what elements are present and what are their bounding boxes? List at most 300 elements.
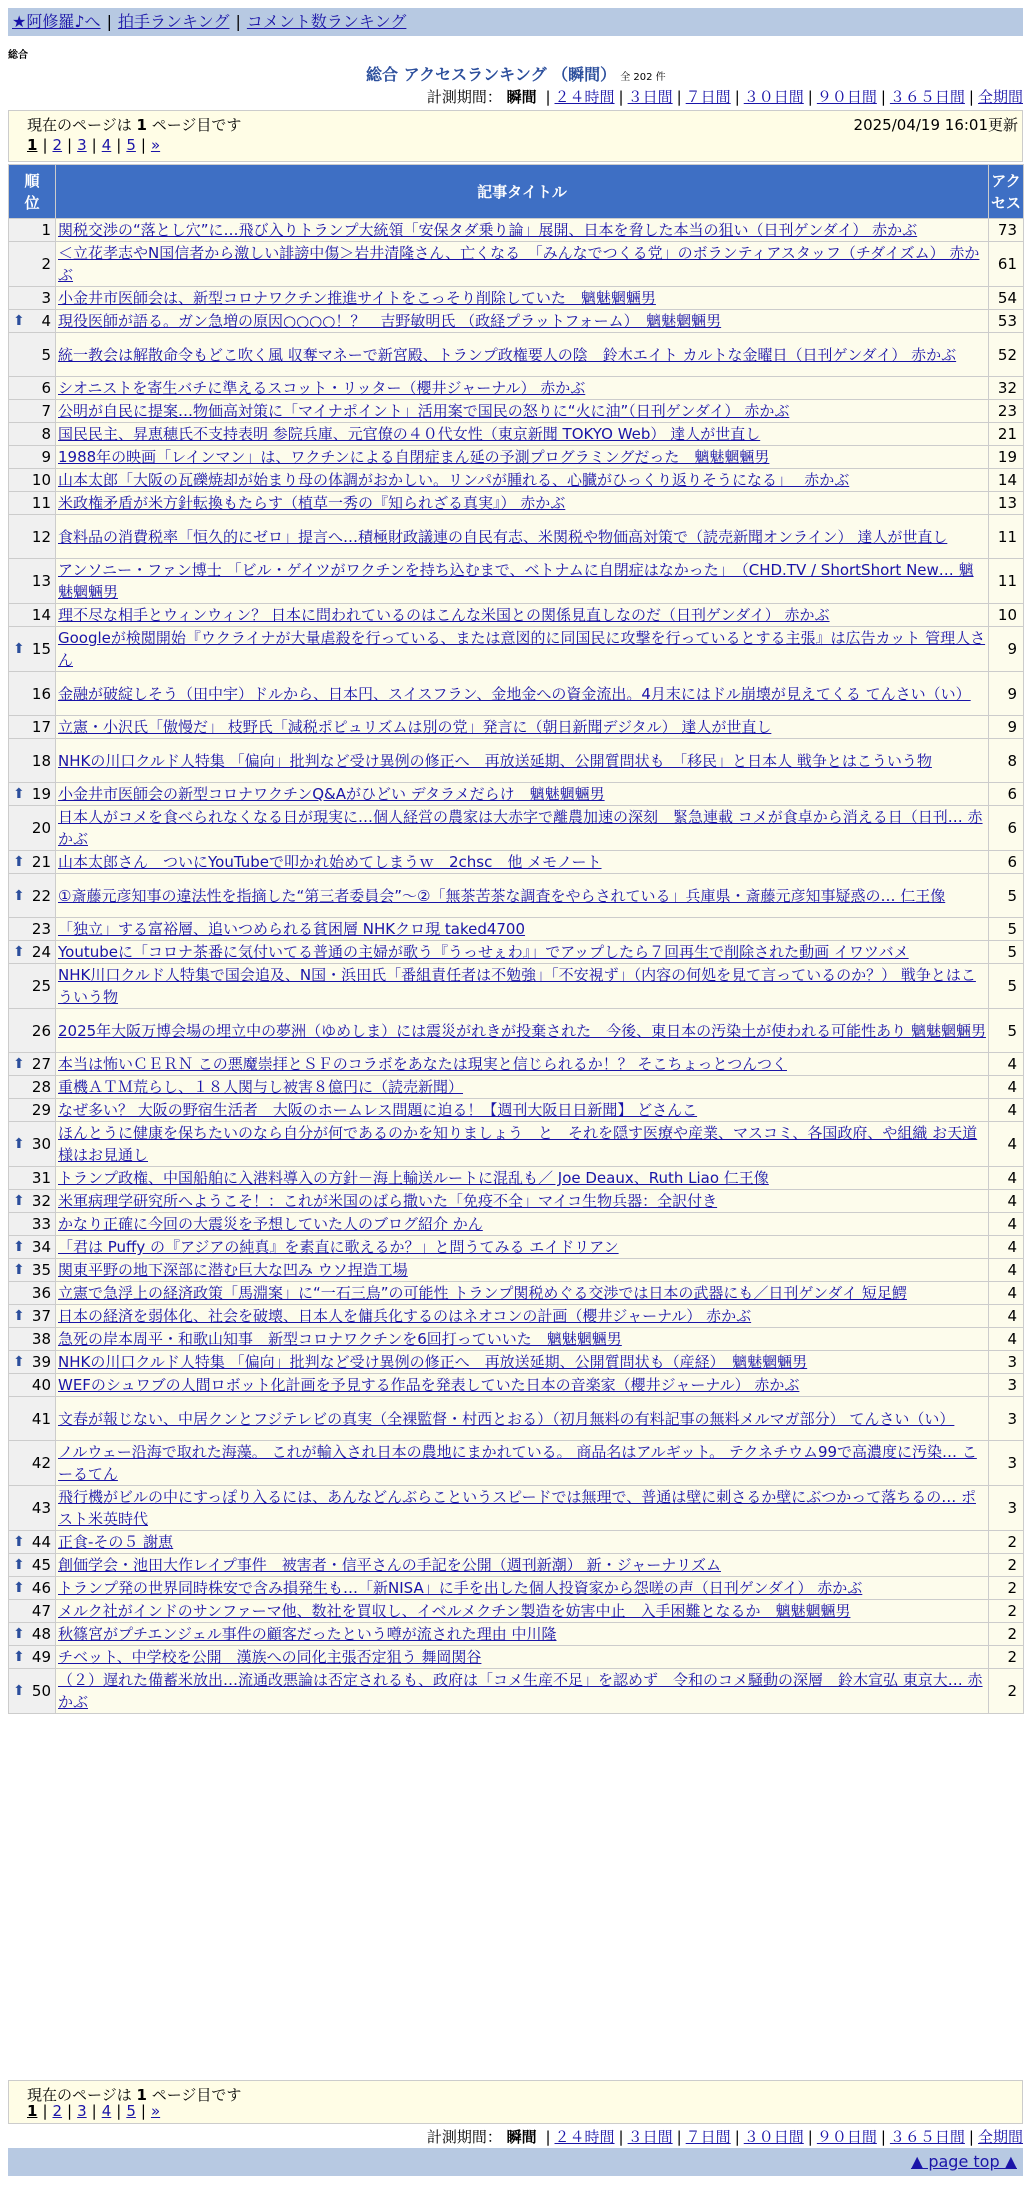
- rank-up-arrow-icon: ⬆: [13, 1239, 25, 1255]
- table-row: [9, 783, 1024, 806]
- access-count: 61: [989, 242, 1024, 287]
- period-label: 計測期間：: [426, 88, 502, 106]
- period-option-link[interactable]: ３６５日間: [889, 2128, 965, 2146]
- table-row: [9, 1374, 1024, 1397]
- rank-number: 30: [31, 1135, 51, 1153]
- rank-number: 43: [31, 1499, 51, 1517]
- rank-number: 37: [31, 1307, 51, 1325]
- article-link[interactable]: 本当は怖いＣＥＲＮ この悪魔崇拝とＳＦのコラボをあなたは現実と信じられるか！？ そこちょっとつんつく: [58, 1055, 787, 1073]
- rank-number: 1: [41, 221, 51, 239]
- title-cell: [56, 1441, 989, 1486]
- period-option-link[interactable]: ２４時間: [554, 2128, 615, 2146]
- period-option-link[interactable]: ３０日間: [743, 2128, 804, 2146]
- rank-cell: [9, 1328, 56, 1351]
- current-page-text: [27, 114, 241, 135]
- title-cell: [56, 1351, 989, 1374]
- table-row: [9, 333, 1024, 377]
- rank-number: 35: [31, 1261, 51, 1279]
- rank-up-arrow-icon: ⬆: [13, 641, 25, 657]
- access-count: 6: [989, 806, 1024, 851]
- rank-cell: [9, 1397, 56, 1441]
- title-cell: [56, 469, 989, 492]
- pager-top: [8, 110, 1023, 162]
- access-count: 53: [989, 310, 1024, 333]
- current-page-prefix: 現在のページは: [27, 2086, 137, 2104]
- title-cell: [56, 1646, 989, 1669]
- table-row: [9, 1053, 1024, 1076]
- article-link[interactable]: 1988年の映画「レインマン」は、ワクチンによる自閉症まん延の予測プログラミングだった 魑魅魍魎男: [58, 448, 770, 466]
- article-link[interactable]: チベット、中学校を公開 漢族への同化主張否定狙う 舞岡関谷: [58, 1648, 482, 1666]
- period-option-link[interactable]: ７日間: [685, 2128, 731, 2146]
- title-cell: [56, 1009, 989, 1053]
- rank-up-arrow-icon: ⬆: [13, 1649, 25, 1665]
- table-row: [9, 1282, 1024, 1305]
- article-link[interactable]: 創価学会・池田大作レイプ事件 被害者・信平さんの手記を公開（週刊新潮） 新・ジャーナリズム: [58, 1556, 721, 1574]
- rank-cell: [9, 874, 56, 918]
- title-cell: [56, 851, 989, 874]
- title-cell: [56, 1236, 989, 1259]
- rank-cell: [9, 672, 56, 716]
- access-count: 4: [989, 1076, 1024, 1099]
- rank-up-arrow-icon: ⬆: [13, 1136, 25, 1152]
- title-cell: [56, 918, 989, 941]
- article-link[interactable]: 米政権矛盾が米方針転換もたらす（植草一秀の『知られざる真実』） 赤かぶ: [58, 494, 566, 512]
- access-count: 73: [989, 219, 1024, 242]
- title-cell: [56, 672, 989, 716]
- article-link[interactable]: 「君は Puffy の『アジアの純真』を素直に歌えるか？」と問うてみる エイドリアン: [58, 1238, 619, 1256]
- separator: |: [676, 88, 682, 106]
- period-option-link[interactable]: ２４時間: [554, 88, 615, 106]
- rank-number: 3: [41, 289, 51, 307]
- rank-cell: [9, 1486, 56, 1531]
- article-link[interactable]: 小金井市医師会の新型コロナワクチンQ&Aがひどい デタラメだらけ 魑魅魍魎男: [58, 785, 605, 803]
- period-current: 瞬間: [506, 2128, 537, 2146]
- rank-number: 11: [31, 494, 51, 512]
- header-title: 記事タイトル: [56, 165, 989, 219]
- article-link[interactable]: 「独立」する富裕層、追いつめられる貧困層 NHKクロ現 taked4700: [58, 920, 526, 938]
- title-cell: [56, 964, 989, 1009]
- rank-number: 25: [31, 977, 51, 995]
- article-link[interactable]: NHKの川口クルド人特集 「偏向」批判など受け異例の修正へ 再放送延期、公開質問状も 「移民」と日本人 戦争とはこういう物: [58, 751, 932, 770]
- access-count: 5: [989, 964, 1024, 1009]
- access-count: 3: [989, 1351, 1024, 1374]
- article-link[interactable]: 理不尽な相手とウィンウィン？ 日本に問われているのはこんな米国との関係見直しなのだ（日刊ゲンダイ） 赤かぶ: [58, 606, 830, 624]
- period-option-link[interactable]: 全期間: [977, 88, 1023, 106]
- separator: |: [618, 88, 624, 106]
- article-link[interactable]: 小金井市医師会は、新型コロナワクチン推進サイトをこっそり削除していた 魑魅魍魎男: [58, 289, 656, 307]
- page-link[interactable]: 3: [77, 136, 87, 154]
- rank-cell: [9, 1577, 56, 1600]
- title-cell: [56, 783, 989, 806]
- rank-number: 12: [31, 527, 51, 546]
- period-option-link[interactable]: ７日間: [685, 88, 731, 106]
- rank-number: 28: [31, 1078, 51, 1096]
- table-row: [9, 806, 1024, 851]
- page-link[interactable]: 5: [126, 136, 136, 154]
- title-cell: [56, 739, 989, 783]
- clap-ranking-link[interactable]: 拍手ランキング: [117, 12, 230, 31]
- rank-cell: [9, 469, 56, 492]
- separator: |: [880, 88, 886, 106]
- table-row: [9, 672, 1024, 716]
- separator: |: [807, 88, 813, 106]
- access-count: 6: [989, 851, 1024, 874]
- separator: |: [734, 88, 740, 106]
- access-count: 2: [989, 1646, 1024, 1669]
- rank-number: 36: [31, 1284, 51, 1302]
- title-cell: [56, 1577, 989, 1600]
- ranking-body: [9, 219, 1024, 1714]
- access-count: 8: [989, 739, 1024, 783]
- separator: |: [734, 2128, 740, 2146]
- rank-cell: [9, 492, 56, 515]
- period-option-link[interactable]: ９０日間: [816, 2128, 877, 2146]
- table-row: [9, 1486, 1024, 1531]
- rank-cell: [9, 1099, 56, 1122]
- period-option-link[interactable]: 全期間: [977, 2128, 1023, 2146]
- page-link[interactable]: 3: [77, 2102, 87, 2120]
- period-selector-top: [427, 86, 1023, 107]
- article-link[interactable]: ノルウェー沿海で取れた海藻。 これが輸入され日本の農地にまかれている。 商品名はアルギット。 テクネチウム99で高濃度に汚染… こーるてん: [58, 1443, 977, 1483]
- title-cell: [56, 1259, 989, 1282]
- rank-cell: [9, 1259, 56, 1282]
- article-link[interactable]: 飛行機がビルの中にすっぽり入るには、あんなどんぶらこというスピードでは無理で、普通は壁に刺さるか壁にぶつかって落ちるの… ポスト米英時代: [58, 1488, 976, 1528]
- article-link[interactable]: 統一教会は解散命令もどこ吹く風 収奪マネーで新宮殿、トランプ政権要人の陰 鈴木エイト カルトな金曜日（日刊ゲンダイ） 赤かぶ: [58, 345, 957, 364]
- rank-number: 32: [31, 1192, 51, 1210]
- article-link[interactable]: 日本の経済を弱体化、社会を破壊、日本人を傭兵化するのはネオコンの計画（櫻井ジャーナル） 赤かぶ: [58, 1307, 752, 1325]
- period-option-link[interactable]: ３日間: [627, 2128, 673, 2146]
- rank-up-arrow-icon: ⬆: [13, 1056, 25, 1072]
- rank-up-arrow-icon: ⬆: [13, 1262, 25, 1278]
- article-link[interactable]: NHKの川口クルド人特集 「偏向」批判など受け異例の修正へ 再放送延期、公開質問状も（産経） 魑魅魍魎男: [58, 1353, 808, 1371]
- separator: |: [880, 2128, 886, 2146]
- table-row: [9, 1600, 1024, 1623]
- table-row: [9, 1167, 1024, 1190]
- rank-number: 42: [31, 1454, 51, 1472]
- title-cell: [56, 1600, 989, 1623]
- access-count: 5: [989, 874, 1024, 918]
- title-cell: [56, 242, 989, 287]
- article-link[interactable]: 食料品の消費税率「恒久的にゼロ」提言へ…積極財政議連の自民有志、米関税や物価高対策で（読売新聞オンライン） 達人が世直し: [58, 527, 948, 546]
- title-cell: [56, 1053, 989, 1076]
- table-row: [9, 1122, 1024, 1167]
- title-cell: [56, 1328, 989, 1351]
- rank-up-arrow-icon: ⬆: [13, 1534, 25, 1550]
- rank-number: 13: [31, 572, 51, 590]
- page-link[interactable]: 2: [52, 136, 63, 154]
- rank-cell: [9, 1623, 56, 1646]
- table-row: [9, 1236, 1024, 1259]
- article-link[interactable]: ほんとうに健康を保ちたいのなら自分が何であるのかを知りましょう と それを隠す医療や産業、マスコミ、各国政府、や組織 お天道様はお見通し: [58, 1124, 978, 1164]
- rank-up-arrow-icon: ⬆: [13, 854, 25, 870]
- title-cell: [56, 1167, 989, 1190]
- next-page-link[interactable]: »: [150, 2102, 161, 2120]
- period-option-link[interactable]: ９０日間: [816, 88, 877, 106]
- rank-number: 10: [31, 471, 51, 489]
- table-row: [9, 1669, 1024, 1714]
- table-row: [9, 964, 1024, 1009]
- rank-number: 21: [31, 853, 51, 871]
- category-label: 総合: [8, 50, 28, 61]
- period-selector-bottom: [427, 2126, 1023, 2147]
- access-count: 2: [989, 1623, 1024, 1646]
- rank-number: 34: [31, 1238, 51, 1256]
- rank-cell: [9, 941, 56, 964]
- title-cell: [56, 1554, 989, 1577]
- table-row: [9, 492, 1024, 515]
- title-cell: [56, 1190, 989, 1213]
- separator: |: [968, 88, 974, 106]
- rank-number: 48: [31, 1625, 51, 1643]
- page-link[interactable]: 5: [126, 2102, 136, 2120]
- separator: |: [676, 2128, 682, 2146]
- page-links-bottom: [27, 2102, 160, 2120]
- separator: |: [91, 2102, 97, 2120]
- access-count: 4: [989, 1167, 1024, 1190]
- title-cell: [56, 1213, 989, 1236]
- article-link[interactable]: メルク社がインドのサンファーマ他、数社を買収し、イベルメクチン製造を妨害中止 入手困難となるか 魑魅魍魎男: [58, 1602, 851, 1620]
- access-count: 9: [989, 716, 1024, 739]
- rank-cell: [9, 783, 56, 806]
- access-count: 2: [989, 1531, 1024, 1554]
- period-option-link[interactable]: ３０日間: [743, 88, 804, 106]
- article-link[interactable]: （２）遅れた備蓄米放出…流通改悪論は否定されるも、政府は「コメ生産不足」を認めず 令和のコメ騒動の深層 鈴木宣弘 東京大… 赤かぶ: [58, 1671, 983, 1711]
- title-cell: [56, 1282, 989, 1305]
- table-row: [9, 627, 1024, 672]
- rank-number: 16: [31, 684, 51, 703]
- table-row: [9, 851, 1024, 874]
- rank-up-arrow-icon: ⬆: [13, 313, 25, 329]
- page-link[interactable]: 4: [101, 136, 112, 154]
- current-page-suffix: ページ目です: [146, 2086, 242, 2104]
- article-link[interactable]: 立憲・小沢氏「傲慢だ」 枝野氏「減税ポピュリズムは別の党」発言に（朝日新聞デジタル） 達人が世直し: [58, 718, 772, 736]
- article-link[interactable]: 秋篠宮がプチエンジェル事件の顧客だったという噂が流された理由 中川隆: [58, 1625, 557, 1643]
- table-row: [9, 1623, 1024, 1646]
- rank-cell: [9, 627, 56, 672]
- rank-number: 9: [41, 448, 51, 466]
- rank-cell: [9, 1669, 56, 1714]
- rank-cell: [9, 1351, 56, 1374]
- access-count: 5: [989, 918, 1024, 941]
- title-cell: [56, 1099, 989, 1122]
- article-link[interactable]: WEFのシュワブの人間ロボット化計画を予見する作品を発表していた日本の音楽家（櫻井ジャーナル） 赤かぶ: [58, 1376, 800, 1394]
- item-count: 全 202 件: [620, 72, 666, 83]
- rank-cell: [9, 559, 56, 604]
- access-count: 4: [989, 1190, 1024, 1213]
- period-options: [541, 88, 1023, 106]
- article-link[interactable]: トランプ発の世界同時株安で含み損発生も…「新NISA」に手を出した個人投資家から怨嗟の声（日刊ゲンダイ） 赤かぶ: [58, 1579, 863, 1597]
- table-row: [9, 1351, 1024, 1374]
- home-link[interactable]: ★阿修羅♪へ: [12, 12, 101, 31]
- article-link[interactable]: 関東平野の地下深部に潜む巨大な凹み ウソ捏造工場: [58, 1261, 408, 1279]
- page-link-current: 1: [27, 2102, 38, 2120]
- rank-up-arrow-icon: ⬆: [13, 1193, 25, 1209]
- article-link[interactable]: 日本人がコメを食べられなくなる日が現実に…個人経営の農家は大赤字で離農加速の深刻 緊急連載 コメが食卓から消える日（日刊… 赤かぶ: [58, 808, 983, 848]
- rank-up-arrow-icon: ⬆: [13, 1580, 25, 1596]
- title-cell: [56, 1531, 989, 1554]
- title-cell: [56, 446, 989, 469]
- rank-cell: [9, 1053, 56, 1076]
- period-label: 計測期間：: [426, 2128, 502, 2146]
- access-count: 4: [989, 1213, 1024, 1236]
- article-link[interactable]: 急死の岸本周平・和歌山知事 新型コロナワクチンを6回打っていいた 魑魅魍魎男: [58, 1330, 622, 1348]
- ranking-table: [8, 164, 1024, 1714]
- separator: |: [618, 2128, 624, 2146]
- article-link[interactable]: シオニストを寄生バチに準えるスコット・リッター（櫻井ジャーナル） 赤かぶ: [58, 379, 586, 397]
- rank-number: 31: [31, 1169, 51, 1187]
- article-link[interactable]: なぜ多い？ 大阪の野宿生活者 大阪のホームレス問題に迫る！【週刊大阪日日新聞】 どさんこ: [58, 1101, 698, 1119]
- rank-cell: [9, 1600, 56, 1623]
- title-cell: [56, 423, 989, 446]
- article-link[interactable]: Youtubeに「コロナ茶番に気付いてる普通の主婦が歌う『うっせぇわ』」でアップしたら７回再生で削除された動画 イワツバメ: [58, 943, 909, 961]
- page-title: [366, 62, 666, 85]
- separator: |: [91, 136, 97, 154]
- access-count: 11: [989, 515, 1024, 559]
- title-cell: [56, 310, 989, 333]
- article-link[interactable]: かなり正確に今回の大震災を予想していた人のブログ紹介 かん: [58, 1215, 483, 1233]
- separator: |: [42, 136, 48, 154]
- rank-cell: [9, 739, 56, 783]
- page-link[interactable]: 2: [52, 2102, 63, 2120]
- next-page-link[interactable]: »: [150, 136, 161, 154]
- article-link[interactable]: 金融が破綻しそう（田中宇）ドルから、日本円、スイスフラン、金地金への資金流出。4月末にはドル崩壊が見えてくる てんさい（い）: [58, 684, 971, 703]
- access-count: 19: [989, 446, 1024, 469]
- table-row: [9, 1328, 1024, 1351]
- rank-number: 47: [31, 1602, 51, 1620]
- rank-number: 4: [41, 312, 51, 330]
- article-link[interactable]: Googleが検閲開始『ウクライナが大量虐殺を行っている、または意図的に同国民に攻撃を行っているとする主張』は広告カット 管理人さん: [58, 629, 986, 669]
- table-row: [9, 559, 1024, 604]
- access-count: 11: [989, 559, 1024, 604]
- article-link[interactable]: NHK川口クルド人特集で国会追及、N国・浜田氏「番組責任者は不勉強」「不安視ず」（内容の何処を見て言っているのか？） 戦争とはこういう物: [58, 966, 976, 1006]
- article-link[interactable]: 公明が自民に提案…物価高対策に「マイナポイント」活用案で国民の怒りに“火に油”（日刊ゲンダイ） 赤かぶ: [58, 402, 790, 420]
- title-cell: [56, 492, 989, 515]
- rank-cell: [9, 604, 56, 627]
- rank-number: 23: [31, 920, 51, 938]
- article-link[interactable]: 国民民主、昇恵穂氏不支持表明 参院兵庫、元官僚の４０代女性（東京新聞 TOKYO Web） 達人が世直し: [58, 425, 761, 443]
- rank-up-arrow-icon: ⬆: [13, 1354, 25, 1370]
- rank-cell: [9, 1190, 56, 1213]
- article-link[interactable]: アンソニー・ファン博士 「ビル・ゲイツがワクチンを持ち込むまで、ベトナムに自閉症はなかった」 （CHD.TV / ShortShort New… 魑魅魍魎男: [58, 561, 974, 601]
- access-count: 4: [989, 1305, 1024, 1328]
- access-count: 2: [989, 1554, 1024, 1577]
- table-row: [9, 1554, 1024, 1577]
- article-link[interactable]: 山本太郎さん ついにYouTubeで叩かれ始めてしまうｗ 2chsc 他 メモノート: [58, 853, 602, 871]
- article-link[interactable]: 現役医師が語る。ガン急増の原因○○○○！？ 吉野敏明氏 （政経プラットフォーム） 魑魅魍魎男: [58, 312, 722, 330]
- access-count: 5: [989, 941, 1024, 964]
- top-nav: ★阿修羅♪へ | 拍手ランキング | コメント数ランキング: [8, 8, 1023, 36]
- article-link[interactable]: ①斎藤元彦知事の違法性を指摘した“第三者委員会”〜②「無茶苦茶な調査をやらされている」兵庫県・斎藤元彦知事疑惑の… 仁王像: [58, 886, 946, 905]
- rank-up-arrow-icon: ⬆: [13, 887, 25, 904]
- rank-cell: [9, 1236, 56, 1259]
- table-row: [9, 310, 1024, 333]
- access-count: 4: [989, 1328, 1024, 1351]
- rank-number: 20: [31, 819, 51, 837]
- article-link[interactable]: トランプ政権、中国船舶に入港料導入の方針－海上輸送ルートに混乱も／ Joe Deaux、Ruth Liao 仁王像: [58, 1169, 769, 1187]
- bottom-bar: [8, 2148, 1023, 2176]
- rank-cell: [9, 806, 56, 851]
- title-cell: [56, 515, 989, 559]
- comment-ranking-link[interactable]: コメント数ランキング: [246, 12, 407, 31]
- access-count: 2: [989, 1669, 1024, 1714]
- pager-bottom: [8, 2080, 1023, 2124]
- title-cell: [56, 806, 989, 851]
- table-row: [9, 1009, 1024, 1053]
- table-row: [9, 1305, 1024, 1328]
- rank-cell: [9, 400, 56, 423]
- rank-cell: [9, 1554, 56, 1577]
- article-link[interactable]: 関税交渉の“落とし穴”に…飛び入りトランプ大統領「安保タダ乗り論」展開、日本を脅した本当の狙い（日刊ゲンダイ） 赤かぶ: [58, 221, 918, 239]
- article-link[interactable]: 立憲で急浮上の経済政策「馬淵案」に“一石三鳥”の可能性 トランプ関税めぐる交渉では日本の武器にも／日刊ゲンダイ 短足鰐: [58, 1284, 907, 1302]
- rank-number: 50: [31, 1682, 51, 1700]
- rank-cell: [9, 310, 56, 333]
- table-row: [9, 1441, 1024, 1486]
- period-option-link[interactable]: ３６５日間: [889, 88, 965, 106]
- rank-number: 2: [41, 255, 51, 273]
- access-count: 3: [989, 1374, 1024, 1397]
- rank-cell: [9, 1441, 56, 1486]
- access-count: 6: [989, 783, 1024, 806]
- article-link[interactable]: 山本太郎「大阪の瓦礫焼却が始まり母の体調がおかしい。リンパが腫れる、心臓がひっくり返りそうになる」 赤かぶ: [58, 471, 850, 489]
- separator: |: [140, 2102, 146, 2120]
- table-header: [9, 165, 1024, 219]
- rank-cell: [9, 446, 56, 469]
- table-row: [9, 1259, 1024, 1282]
- article-link[interactable]: 正食-その５ 謝恵: [58, 1533, 174, 1551]
- access-count: 4: [989, 1053, 1024, 1076]
- article-link[interactable]: 米軍病理学研究所へようこそ！：これが米国のばら撒いた「免疫不全」マイコ生物兵器：全訳付き: [58, 1192, 718, 1210]
- access-count: 4: [989, 1122, 1024, 1167]
- access-count: 4: [989, 1099, 1024, 1122]
- rank-up-arrow-icon: ⬆: [13, 1626, 25, 1642]
- access-count: 3: [989, 1441, 1024, 1486]
- table-row: [9, 377, 1024, 400]
- article-link[interactable]: 文春が報じない、中居クンとフジテレビの真実（全裸監督・村西とおる）（初月無料の有料記事の無料メルマガ部分） てんさい（い）: [58, 1409, 955, 1428]
- title-cell: [56, 1486, 989, 1531]
- rank-cell: [9, 1531, 56, 1554]
- rank-cell: [9, 1009, 56, 1053]
- rank-number: 27: [31, 1055, 51, 1073]
- article-link[interactable]: 2025年大阪万博会場の埋立中の夢洲（ゆめしま）には震災がれきが投棄された 今後、東日本の汚染土が使われる可能性あり 魑魅魍魎男: [58, 1021, 986, 1040]
- separator: |: [140, 136, 146, 154]
- title-cell: [56, 1305, 989, 1328]
- access-count: 2: [989, 1577, 1024, 1600]
- page-link[interactable]: 4: [101, 2102, 112, 2120]
- current-page-prefix: 現在のページは: [27, 116, 137, 134]
- rank-cell: [9, 242, 56, 287]
- article-link[interactable]: 重機ＡＴＭ荒らし、１８人関与し被害８億円に（読売新聞）: [58, 1078, 464, 1096]
- rank-number: 44: [31, 1533, 51, 1551]
- rank-cell: [9, 1122, 56, 1167]
- page-top-link[interactable]: ▲ page top ▲: [910, 2152, 1017, 2171]
- rank-number: 24: [31, 943, 51, 961]
- table-row: [9, 287, 1024, 310]
- title-cell: [56, 559, 989, 604]
- access-count: 4: [989, 1259, 1024, 1282]
- title-cell: [56, 604, 989, 627]
- access-count: 4: [989, 1282, 1024, 1305]
- rank-number: 6: [41, 379, 51, 397]
- article-link[interactable]: ＜立花孝志やN国信者から激しい誹謗中傷＞岩井清隆さん、亡くなる 「みんなでつくる党」のボランティアスタッフ（チダイズム） 赤かぶ: [58, 244, 980, 284]
- current-page-number: 1: [136, 116, 147, 134]
- table-row: [9, 941, 1024, 964]
- current-page-number: 1: [136, 2086, 147, 2104]
- period-option-link[interactable]: ３日間: [627, 88, 673, 106]
- access-count: 54: [989, 287, 1024, 310]
- title-cell: [56, 219, 989, 242]
- rank-number: 7: [41, 402, 51, 420]
- rank-number: 22: [31, 886, 51, 905]
